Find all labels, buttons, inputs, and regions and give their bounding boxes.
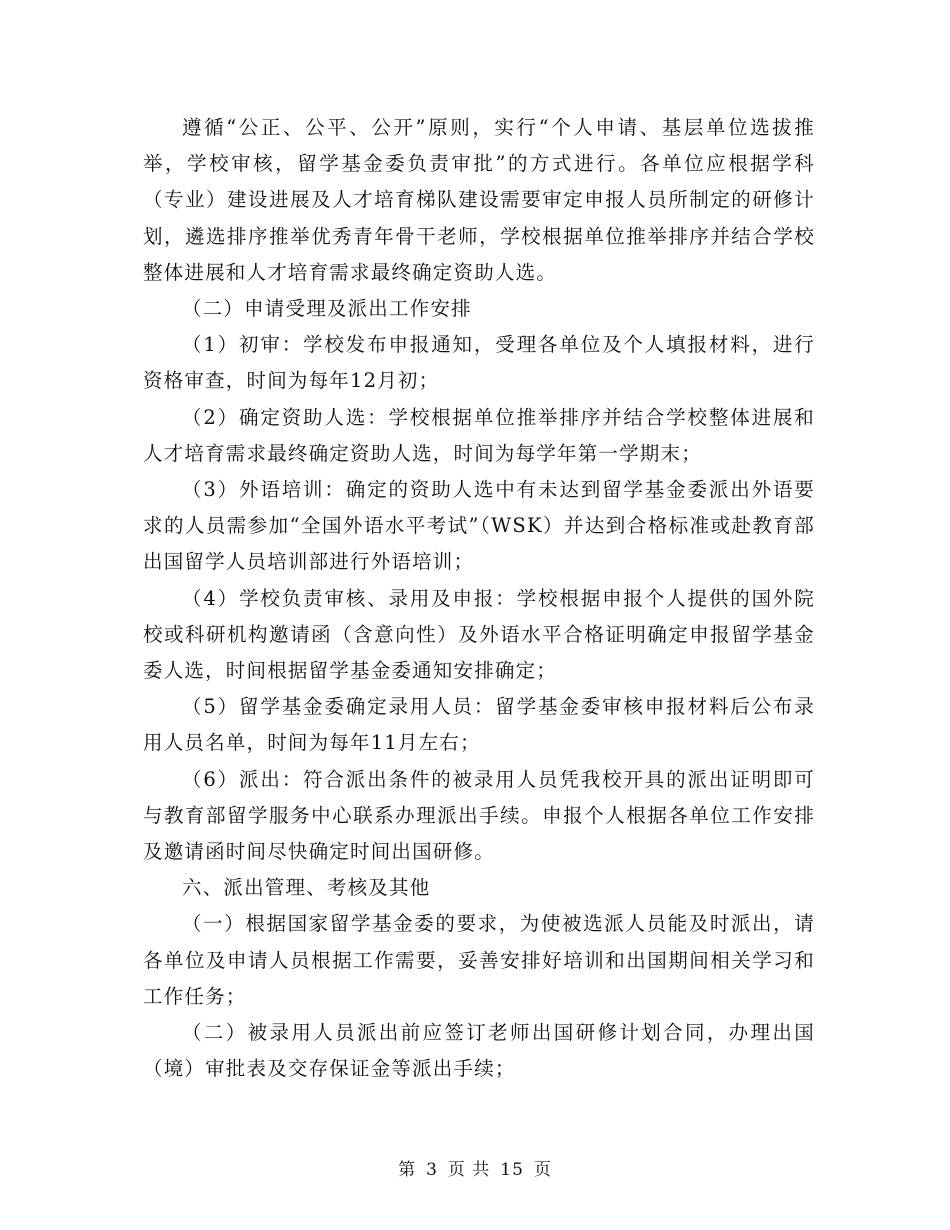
footer-prefix: 第 (398, 1160, 417, 1180)
section-heading-management: 六、派出管理、考核及其他 (182, 876, 431, 900)
section-heading-application: （二）申请受理及派出工作安排 (182, 297, 472, 321)
footer-current-page: 3 (426, 1160, 438, 1180)
paragraph-item-2: （2）确定资助人选：学校根据单位推举排序并结合学校整体进展和人才培育需求最终确定资助人选，时间为每学年第一学期末； (143, 405, 815, 465)
paragraph-item-6: （6）派出：符合派出条件的被录用人员凭我校开具的派出证明即可与教育部留学服务中心联系办理派出手续。申报个人根据各单位工作安排及邀请函时间尽快确定时间出国研修。 (143, 767, 815, 864)
footer-middle: 页 共 (447, 1160, 491, 1180)
footer-total-pages: 15 (500, 1160, 524, 1180)
page-number-footer (0, 1155, 950, 1180)
document-body (143, 110, 815, 1087)
paragraph-principle: 遵循“公正、公平、公开”原则，实行“个人申请、基层单位选拔推举，学校审核，留学基金委负责审批”的方式进行。各单位应根据学科（专业）建设进展及人才培育梯队建设需要审定申报人员所制定的研修计划，遴选排序推举优秀青年骨干老师，学校根据单位推举排序并结合学校整体进展和人才培育需求最终确定资助人选。 (143, 116, 815, 284)
footer-suffix: 页 (533, 1160, 552, 1180)
paragraph-management-1: （一）根据国家留学基金委的要求，为使被选派人员能及时派出，请各单位及申请人员根据工作需要，妥善安排好培训和出国期间相关学习和工作任务； (143, 912, 815, 1008)
paragraph-management-2: （二）被录用人员派出前应签订老师出国研修计划合同，办理出国（境）审批表及交存保证金等派出手续； (143, 1021, 815, 1081)
paragraph-item-5: （5）留学基金委确定录用人员：留学基金委审核申报材料后公布录用人员名单，时间为每年11月左右； (143, 695, 815, 755)
paragraph-item-3: （3）外语培训：确定的资助人选中有未达到留学基金委派出外语要求的人员需参加“全国外语水平考试”（WSK）并达到合格标准或赴教育部出国留学人员培训部进行外语培训； (143, 478, 815, 574)
paragraph-item-1: （1）初审：学校发布申报通知，受理各单位及个人填报材料，进行资格审查，时间为每年12月初； (143, 333, 815, 393)
paragraph-item-4: （4）学校负责审核、录用及申报：学校根据申报个人提供的国外院校或科研机构邀请函（含意向性）及外语水平合格证明确定申报留学基金委人选，时间根据留学基金委通知安排确定； (143, 586, 815, 683)
